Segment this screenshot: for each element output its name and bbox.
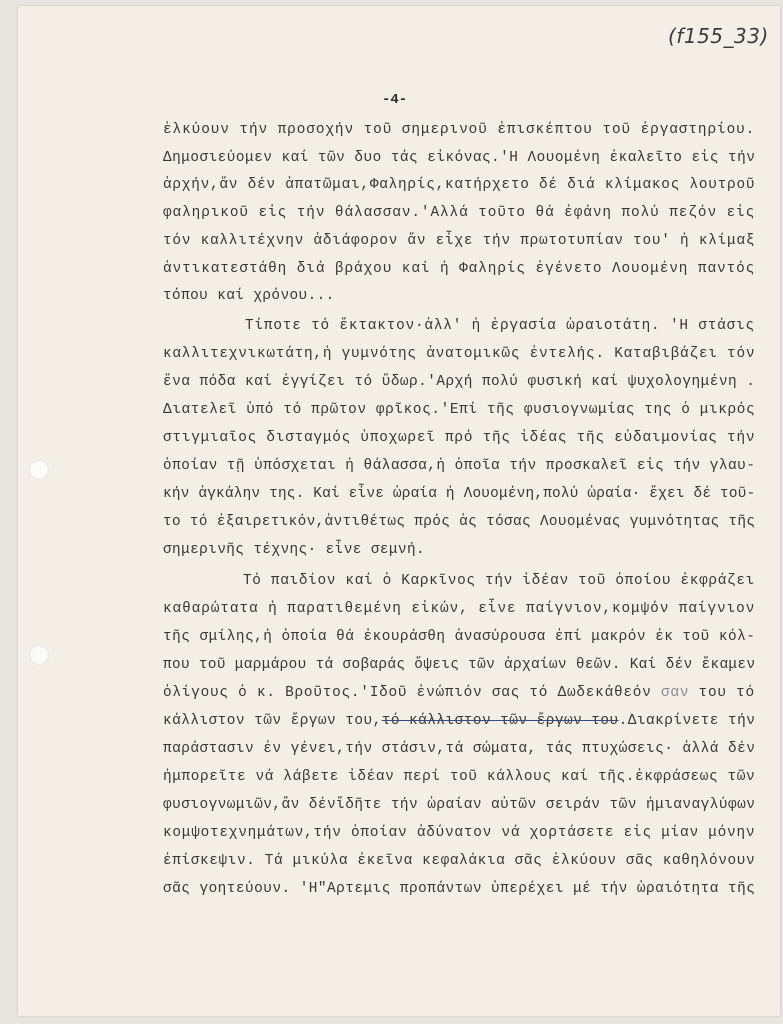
text-line: ἀντικατεστάθη διά βράχου καί ἡ Φαληρίς ἐγένετο Λουομένη παντός [163, 261, 756, 277]
text-line: παράστασιν ἐν γένει,τήν στάσιν,τά σώματα, τάς πτυχώσεις· ἀλλά δέν [163, 741, 756, 757]
text-line [163, 685, 755, 701]
text-line: Διατελεῖ ὑπό τό πρῶτον φρῖκος.'Επί τῆς φυσιογνωμίας της ὁ μικρός [163, 402, 756, 418]
text-line: τόπου καί χρόνου... [163, 288, 335, 304]
text-line: ὁποίαν τῇ ὑπόσχεται ἡ θάλασσα,ἡ ὁποῖα τήν προσκαλεῖ εἰς τήν γλαυ- [163, 458, 756, 474]
text-line: που τοῦ μαρμάρου τά σοβαράς ὄψεις τῶν ἀρχαίων θεῶν. Καί δέν ἔκαμεν [163, 657, 756, 673]
text-line: τόν καλλιτέχνην ἀδιάφορον ἄν εἶχε τήν πρωτοτυπίαν του' ἡ κλίμαξ [163, 233, 756, 249]
text-line: τῆς σμίλης,ἡ ὁποία θά ἐκουράσθη ἀνασύρουσα ἐπί μακρόν ἐκ τοῦ κόλ- [163, 629, 756, 645]
text-line: σᾶς γοητεύουν. 'Η"Αρτεμις προπάντων ὑπερέχει μέ τήν ὡραιότητα τῆς [163, 881, 756, 897]
text-line: ἕνα πόδα καί ἐγγίζει τό ὕδωρ.'Αρχή πολύ φυσική καί ψυχολογημένη . [163, 374, 756, 390]
page-number: -4- [382, 92, 408, 108]
struck-through-text: τό κάλλιστον τῶν ἔργων του [381, 713, 619, 729]
text-segment: .Διακρίνετε τήν [618, 713, 756, 729]
text-line: σημερινῆς τέχνης· εἶνε σεμνή. [163, 542, 426, 558]
text-line: καθαρώτατα ἡ παρατιθεμένη εἰκών, εἶνε παίγνιον,κομψόν παίγνιον [163, 601, 756, 617]
text-line: στιγμιαῖος δισταγμός ὑποχωρεῖ πρό τῆς ἰδέας τῆς εὐδαιμονίας τήν [163, 430, 756, 446]
text-line: φαληρικοῦ εἰς τήν θάλασσαν.'Αλλά τοῦτο θά ἐφάνη πολύ πεζόν εἰς [163, 205, 756, 221]
handwritten-reference-annotation: (f155_33) [668, 24, 769, 48]
text-line: ἠμπορεῖτε νά λάβετε ἰδέαν περί τοῦ κάλλους καί τῆς.ἐκφράσεως τῶν [163, 769, 756, 785]
text-line: καλλιτεχνικωτάτη,ἡ γυμνότης ἀνατομικῶς ἐντελής. Καταβιβάζει τόν [163, 346, 756, 362]
text-line: Τίποτε τό ἔκτακτον·ἀλλ' ἡ ἐργασία ὡραιοτάτη. 'Η στάσις [245, 318, 755, 334]
text-segment: κάλλιστον τῶν ἔργων του, [163, 713, 382, 729]
text-line: Τό παιδίον καί ὁ Καρκῖνος τήν ἰδέαν τοῦ ὁποίου ἐκφράζει [243, 573, 755, 589]
smudged-word: σαν [660, 685, 690, 701]
text-line: ἀρχήν,ἄν δέν ἀπατῶμαι,Φαληρίς,κατήρχετο δέ διά κλίμακος λουτροῦ [163, 177, 756, 193]
text-line [163, 713, 755, 729]
text-line: ἑλκύουν τήν προσοχήν τοῦ σημερινοῦ ἐπισκέπτου τοῦ ἐργαστηρίου. [163, 122, 756, 138]
text-line: φυσιογνωμιῶν,ἄν δένἴδῆτε τήν ὡραίαν αὐτῶν σειράν τῶν ἡμιαναγλύφων [163, 797, 756, 813]
text-line: κομψοτεχνημάτων,τήν ὁποίαν ἀδύνατον νά χορτάσετε εἰς μίαν μόνην [163, 825, 756, 841]
text-line: το τό ἐξαιρετικόν,ἀντιθέτως πρός ἁς τόσας Λουομένας γυμνότητας τῆς [163, 514, 756, 530]
text-segment: του τό [689, 685, 755, 701]
punch-hole [29, 460, 49, 480]
text-line: ἐπίσκεψιν. Τά μικύλα ἐκεῖνα κεφαλάκια σᾶς ἑλκύουν σᾶς καθηλόνουν [163, 853, 756, 869]
text-line: κήν ἀγκάλην της. Καί εἶνε ὡραία ἡ Λουομένη,πολύ ὡραία· ἔχει δέ τοῦ- [163, 486, 756, 502]
punch-hole [29, 645, 49, 665]
text-line: Δημοσιεύομεν καί τῶν δυο τάς εἰκόνας.'Η Λουομένη ἐκαλεῖτο εἰς τήν [163, 150, 756, 166]
text-segment: ὀλίγους ὁ κ. Βροῦτος.'Ιδοῦ ἐνώπιόν σας τό Δωδεκάθεόν [163, 685, 652, 701]
